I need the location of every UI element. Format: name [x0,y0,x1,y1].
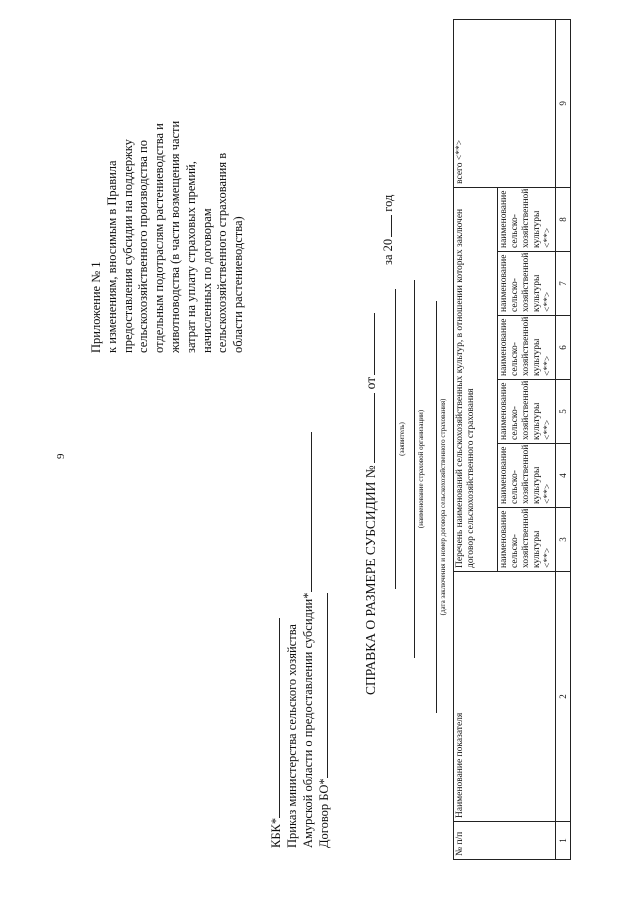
header-indicator: Наименование показателя [454,572,556,822]
crop-header: наименование сельско-хозяйственной культуры <**> [498,444,556,508]
crop-header: наименование сельско-хозяйственной культуры <**> [498,187,556,251]
order-label-line2: Амурской области о предоставлении субсидии* [301,592,315,848]
header-fields [268,433,332,849]
title-text: СПРАВКА О РАЗМЕРЕ СУБСИДИИ № [363,465,378,695]
title-from-label: от [363,376,378,390]
order-label-line1: Приказ министерства сельского хозяйства [285,624,299,848]
subsidy-table [453,19,571,860]
col-number: 7 [556,252,571,316]
appendix-line: к изменениям, вносимым в Правила [104,160,119,353]
contract-label: Договор БО* [317,778,331,848]
crop-header: наименование сельско-хозяйственной культуры <**> [498,252,556,316]
insurer-field-line [414,280,415,658]
table-number-row [556,19,571,859]
appendix-line: области растениеводства) [231,216,246,353]
insurer-caption: (наименование страховой организации) [417,409,425,529]
appendix-line: начисленных по договорам [199,208,214,353]
kbk-field-line [268,618,280,818]
appendix-block [89,7,247,353]
document-title [363,313,379,695]
header-crops-group: Перечень наименований сельскохозяйственных культур, в отношении которых заключен договор сельскохозяйственного страхования [454,187,498,571]
table-header-row [454,19,498,859]
col-number: 6 [556,316,571,380]
page-number: 9 [55,453,67,459]
appendix-line: сельскохозяйственного производства по [136,140,151,353]
order-field-line [300,433,312,593]
col-number: 4 [556,444,571,508]
title-number-line [363,393,375,463]
appendix-line: затрат на уплату страховых премий, [183,161,198,353]
col-number: 1 [556,822,571,860]
order-line [300,433,316,849]
header-num: № п/п [454,822,556,860]
col-number: 5 [556,380,571,444]
kbk-label: КБК* [269,817,283,848]
col-number: 3 [556,508,571,572]
col-number: 2 [556,572,571,822]
appendix-line: предоставления субсидии на поддержку [120,139,135,353]
applicant-caption: (заявитель) [398,422,406,456]
crop-header: наименование сельско-хозяйственной культуры <**> [498,508,556,572]
appendix-line: отдельным подотраслям растениеводства и [152,123,167,353]
appendix-line: сельскохозяйственного страхования в [215,152,230,353]
contract-field-line [316,593,328,778]
kbk-line [268,433,284,849]
contract-date-field-line [436,301,437,713]
period-year-line [380,215,392,237]
contract-line [316,433,332,849]
header-total: всего <**> [454,19,556,187]
crop-header: наименование сельско-хозяйственной культуры <**> [498,316,556,380]
appendix-line: Приложение № 1 [89,261,103,353]
appendix-line: животноводства (в части возмещения части [167,120,182,353]
period-year-label: год [381,194,395,212]
crop-header: наименование сельско-хозяйственной культуры <**> [498,380,556,444]
title-date-line [363,313,375,375]
col-number: 8 [556,187,571,251]
contract-date-caption: (дата заключения и номер договора сельскохозяйственного страхования) [439,398,447,616]
applicant-field-line [395,289,396,589]
period-for-label: за 20 [381,238,395,265]
col-number: 9 [556,19,571,187]
period-line [380,195,396,265]
